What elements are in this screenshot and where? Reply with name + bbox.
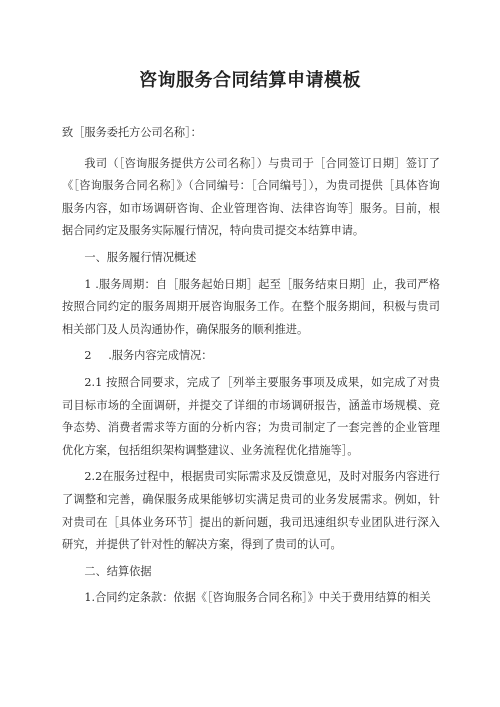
section-heading-1: 一、服务履行情况概述 bbox=[84, 250, 197, 264]
item-2-2-paragraph: 2.2在服务过程中，根据贵司实际需求及反馈意见，及时对服务内容进行了调整和完善，确保服务成果能够切实满足贵司的业务发展需求。例如，针对贵司在［具体业务环节］提出的新问题，我司迅速组织专业团队进行深入研究，并提供了针对性的解决方案，得到了贵司的认可。 bbox=[62, 470, 440, 552]
document-body bbox=[62, 122, 440, 614]
item-contract-terms: 1.合同约定条款：依据《［咨询服务合同名称］》中关于费用结算的相关 bbox=[84, 591, 431, 605]
salutation: 致［服务委托方公司名称］： bbox=[62, 126, 202, 139]
document-title: 咨询服务合同结算申请模板 bbox=[139, 70, 361, 91]
item-service-content-heading: 2 .服务内容完成情况： bbox=[84, 349, 213, 363]
section-heading-2: 二、结算依据 bbox=[84, 564, 152, 578]
intro-paragraph: 我司（［咨询服务提供方公司名称］）与贵司于［合同签订日期］签订了《［咨询服务合同名称］》（合同编号：［合同编号］），为贵司提供［具体咨询服务内容，如市场调研咨询、企业管理咨询、法律咨询等］服务。目前，根据合同约定及服务实际履行情况，特向贵司提交本结算申请。 bbox=[62, 156, 440, 238]
item-2-1-paragraph: 2.1 按照合同要求，完成了［列举主要服务事项及成果，如完成了对贵司目标市场的全面调研，并提交了详细的市场调研报告，涵盖市场规模、竞争态势、消费者需求等方面的分析内容；为贵司制定了一套完善的企业管理优化方案，包括组织架构调整建议、业务流程优化措施等］。 bbox=[62, 375, 440, 457]
item-service-period: 1 .服务周期：自［服务起始日期］起至［服务结束日期］止，我司严格按照合同约定的服务周期开展咨询服务工作。在整个服务期间，积极与贵司相关部门及人员沟通协作，确保服务的顺利推进。 bbox=[62, 277, 440, 336]
